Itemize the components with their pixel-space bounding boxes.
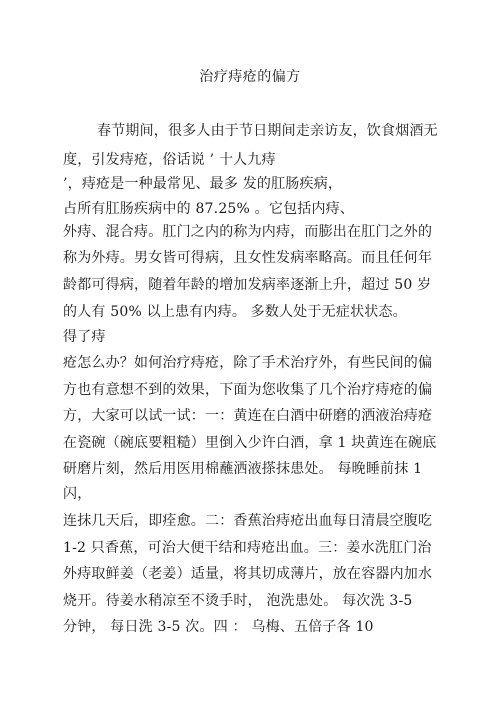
paragraph-line: 春节期间，很多人由于节日期间走亲访友，饮食烟酒无 xyxy=(97,123,438,139)
paragraph-line: ’，痔疮是一种最常见、最多 发的肛肠疾病， xyxy=(63,176,343,192)
paragraph-line: 分钟， 每日洗 3-5 次。四 ： 乌梅、五倍子各 10 xyxy=(63,619,374,635)
paragraph-line: 研磨片刻，然后用医用棉蘸洒液搽抹患处。 每晚睡前抹 1 xyxy=(63,461,423,477)
paragraph-line: 方，大家可以试一试：一：黄连在白酒中研磨的洒液治痔疮 xyxy=(63,408,433,424)
paragraph-line: 在瓷碗（碗底要粗糙）里倒入少许白酒，拿 1 块黄连在碗底 xyxy=(63,435,437,451)
paragraph-line: 1-2 只香蕉，可治大便干结和痔疮出血。三：姜水洗肛门治 xyxy=(63,540,432,556)
paragraph-line: 得了痔 xyxy=(63,329,106,345)
paragraph-line: 外痔、混合痔。肛门之内的称为内痔，而膨出在肛门之外的 xyxy=(63,224,433,240)
paragraph-line: 度，引发痔疮，俗话说 ’ 十人九痔 xyxy=(63,152,276,168)
paragraph-line: 占所有肛肠疾病中的 87.25% 。它包括内痔、 xyxy=(63,201,355,217)
paragraph-line: 连抹几天后，即痊愈。二：香蕉治痔疮出血每日清晨空腹吃 xyxy=(63,513,433,529)
paragraph-line: 方也有意想不到的效果，下面为您收集了几个治疗痔疮的偏 xyxy=(63,382,433,398)
paragraph-line: 龄都可得病，随着年龄的增加发病率逐渐上升，超过 50 岁 xyxy=(63,277,432,293)
paragraph-line: 称为外痔。男女皆可得病，且女性发病率略高。而且任何年 xyxy=(63,250,433,266)
paragraph-line: 疮怎么办？如何治疗痔疮，除了手术治疗外，有些民间的偏 xyxy=(63,355,433,371)
paragraph-line: 外痔取鲜姜（老姜）适量，将其切成薄片，放在容器内加水 xyxy=(63,566,433,582)
paragraph-line: 的人有 50% 以上患有内痔。 多数人处于无症状状态。 xyxy=(63,304,407,320)
paragraph-line: 烧开。待姜水稍凉至不烫手时， 泡洗患处。 每次洗 3-5 xyxy=(63,593,413,609)
paragraph-line: 闪， xyxy=(63,486,92,502)
document-title: 治疗痔疮的偏方 xyxy=(199,69,301,85)
